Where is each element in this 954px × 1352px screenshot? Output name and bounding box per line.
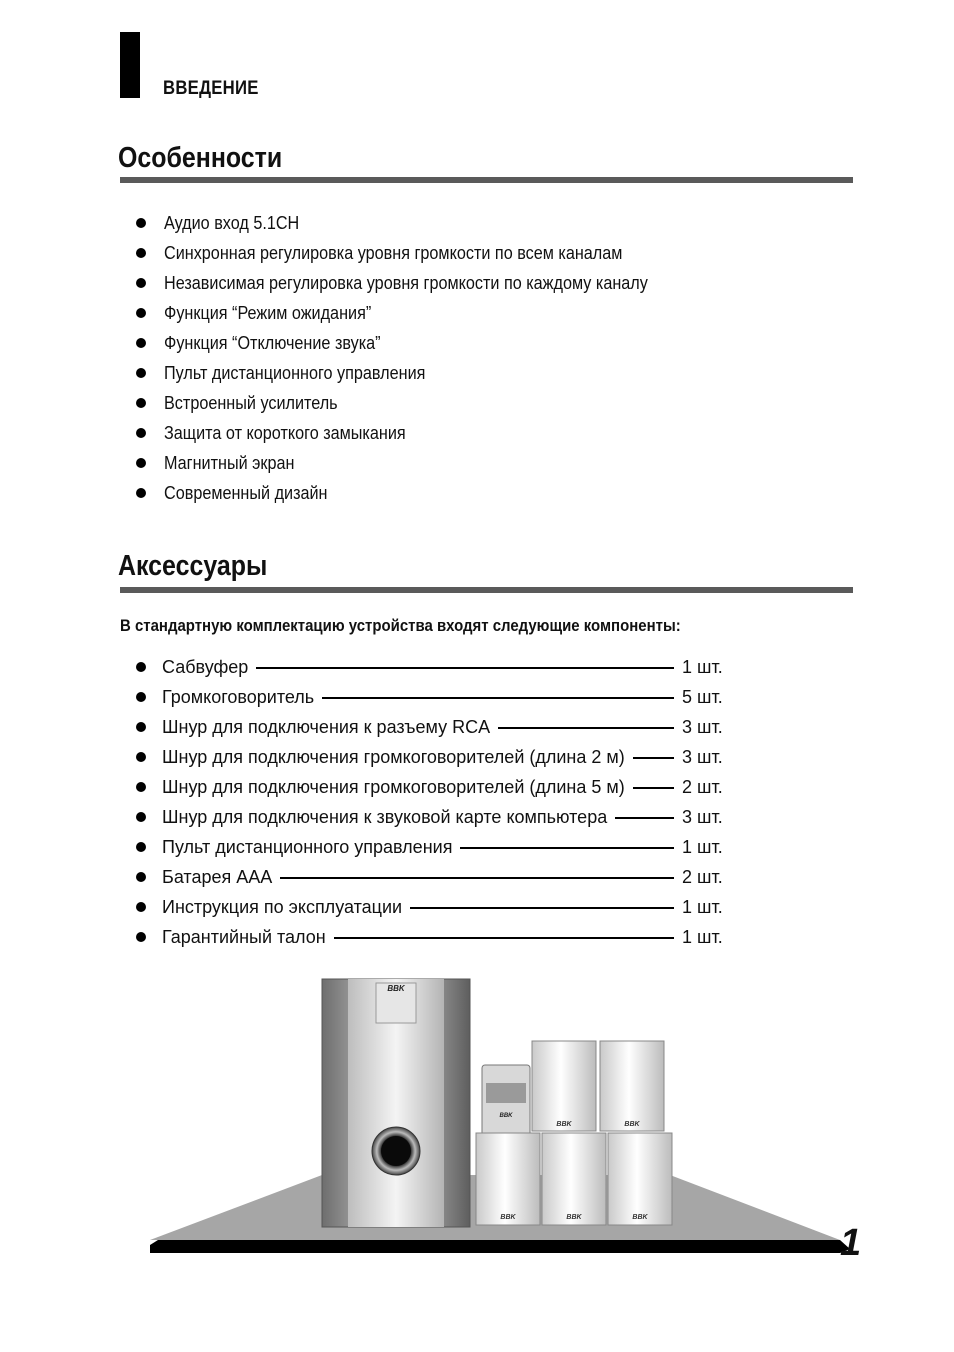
list-item: Пульт дистанционного управления	[136, 358, 702, 388]
accessory-qty: 1 шт.	[682, 926, 723, 947]
list-item	[136, 802, 736, 832]
bullet-icon	[136, 872, 146, 882]
leader-line	[498, 727, 674, 729]
accessory-name: Шнур для подключения к разъему RCA	[162, 716, 491, 737]
leader-line	[280, 877, 674, 879]
accessory-name: Гарантийный талон	[162, 926, 326, 947]
bullet-icon	[136, 218, 146, 228]
leader-line	[633, 757, 674, 759]
bullet-icon	[136, 398, 146, 408]
leader-line	[256, 667, 674, 669]
speaker-icon	[542, 1133, 606, 1225]
bullet-icon	[136, 368, 146, 378]
remote-brand-label: BBK	[499, 1113, 513, 1119]
accessory-name: Шнур для подключения громкоговорителей (длина 2 м)	[162, 746, 625, 767]
bullet-icon	[136, 248, 146, 258]
accessory-qty: 2 шт.	[682, 866, 723, 887]
remote-control-icon	[482, 1065, 530, 1137]
list-item	[136, 652, 736, 682]
accessory-qty: 3 шт.	[682, 716, 723, 737]
floor-edge	[150, 1240, 850, 1253]
bullet-icon	[136, 902, 146, 912]
accessory-name: Сабвуфер	[162, 656, 249, 677]
accessory-name: Инструкция по эксплуатации	[162, 896, 403, 917]
list-item: Функция “Отключение звука”	[136, 328, 702, 358]
leader-line	[460, 847, 674, 849]
speaker-brand-label: BBK	[566, 1214, 582, 1221]
accessory-qty: 1 шт.	[682, 896, 723, 917]
bullet-icon	[136, 338, 146, 348]
list-item	[136, 862, 736, 892]
accessories-list	[136, 652, 736, 952]
leader-line	[633, 787, 674, 789]
accessories-heading: Аксессуары	[118, 550, 268, 582]
accessory-name: Батарея AAA	[162, 866, 273, 887]
list-item: Функция “Режим ожидания”	[136, 298, 702, 328]
leader-line	[615, 817, 674, 819]
accessories-intro: В стандартную комплектацию устройства входят следующие компоненты:	[120, 616, 681, 635]
bullet-icon	[136, 752, 146, 762]
leader-line	[322, 697, 674, 699]
features-heading-rule	[120, 177, 853, 183]
speaker-icon	[608, 1133, 672, 1225]
bullet-icon	[136, 278, 146, 288]
speaker-brand-label: BBK	[624, 1121, 640, 1128]
speaker-system-illustration	[150, 975, 850, 1265]
bullet-icon	[136, 458, 146, 468]
bullet-icon	[136, 428, 146, 438]
list-item: Современный дизайн	[136, 478, 702, 508]
bullet-icon	[136, 692, 146, 702]
bullet-icon	[136, 722, 146, 732]
accessory-name: Шнур для подключения громкоговорителей (длина 5 м)	[162, 776, 625, 797]
leader-line	[410, 907, 674, 909]
subwoofer-icon	[322, 979, 470, 1227]
bullet-icon	[136, 932, 146, 942]
speaker-brand-label: BBK	[632, 1214, 648, 1221]
accessory-qty: 2 шт.	[682, 776, 723, 797]
accessories-heading-rule	[120, 587, 853, 593]
bullet-icon	[136, 812, 146, 822]
accessory-name: Шнур для подключения к звуковой карте компьютера	[162, 806, 608, 827]
speaker-icon	[476, 1133, 540, 1225]
accessory-qty: 1 шт.	[682, 656, 723, 677]
section-label: ВВЕДЕНИЕ	[163, 78, 259, 99]
subwoofer-brand-label: BBK	[387, 984, 405, 993]
features-heading: Особенности	[118, 142, 283, 174]
list-item	[136, 682, 736, 712]
bullet-icon	[136, 782, 146, 792]
list-item	[136, 742, 736, 772]
leader-line	[334, 937, 674, 939]
page-number: 1	[840, 1222, 862, 1264]
speaker-brand-label: BBK	[500, 1214, 516, 1221]
accessory-name: Пульт дистанционного управления	[162, 836, 453, 857]
speaker-icon	[600, 1041, 664, 1131]
speaker-icon	[532, 1041, 596, 1131]
list-item	[136, 712, 736, 742]
list-item: Встроенный усилитель	[136, 388, 702, 418]
list-item	[136, 832, 736, 862]
bullet-icon	[136, 842, 146, 852]
list-item: Магнитный экран	[136, 448, 702, 478]
accessory-name: Громкоговоритель	[162, 686, 315, 707]
bullet-icon	[136, 308, 146, 318]
list-item	[136, 892, 736, 922]
accessory-qty: 3 шт.	[682, 806, 723, 827]
accessory-qty: 3 шт.	[682, 746, 723, 767]
speaker-brand-label: BBK	[556, 1121, 572, 1128]
list-item	[136, 772, 736, 802]
accessory-qty: 5 шт.	[682, 686, 723, 707]
section-marker-bar	[120, 32, 140, 98]
list-item: Независимая регулировка уровня громкости по каждому каналу	[136, 268, 702, 298]
bullet-icon	[136, 662, 146, 672]
list-item: Аудио вход 5.1CH	[136, 208, 702, 238]
list-item: Синхронная регулировка уровня громкости по всем каналам	[136, 238, 702, 268]
bullet-icon	[136, 488, 146, 498]
list-item	[136, 922, 736, 952]
list-item: Защита от короткого замыкания	[136, 418, 702, 448]
features-list	[136, 208, 702, 508]
accessory-qty: 1 шт.	[682, 836, 723, 857]
